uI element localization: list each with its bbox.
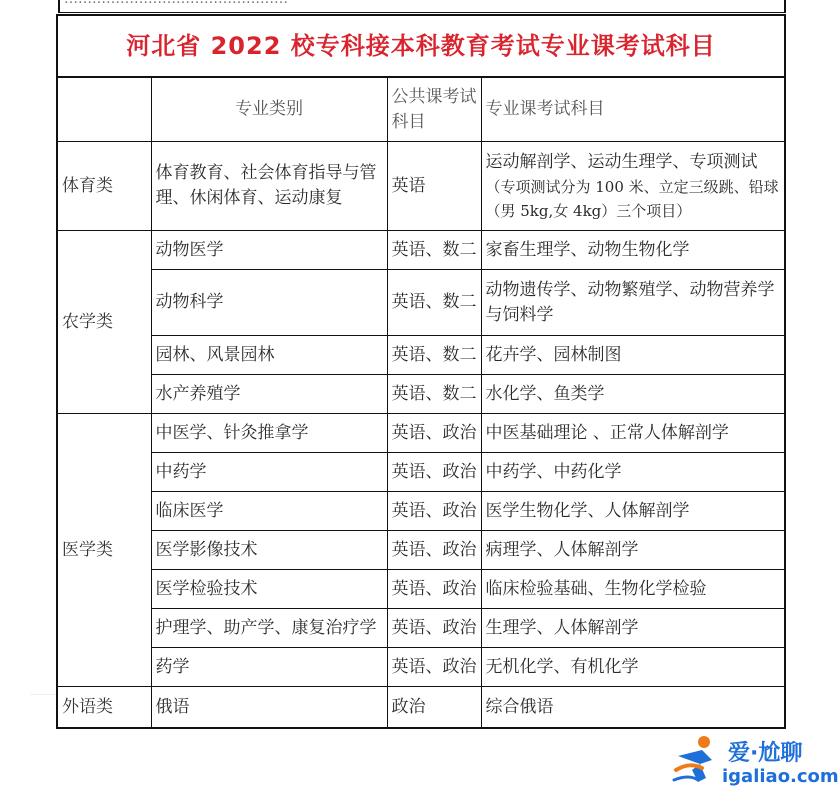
- public-subject-cell: 英语、政治: [387, 453, 481, 492]
- table-row: [57, 687, 785, 729]
- major-cell: 俄语: [151, 687, 387, 729]
- table-title: 河北省 2022 校专科接本科教育考试专业课考试科目: [57, 15, 785, 77]
- subjects-cell: 病理学、人体解剖学: [481, 531, 785, 570]
- subjects-cell: 临床检验基础、生物化学检验: [481, 570, 785, 609]
- major-cell: 动物科学: [151, 270, 387, 336]
- public-subject-cell: 英语、数二: [387, 270, 481, 336]
- table-row: [57, 231, 785, 270]
- subjects-cell: 花卉学、园林制图: [481, 336, 785, 375]
- major-cell: 动物医学: [151, 231, 387, 270]
- subjects-cell: 动物遗传学、动物繁殖学、动物营养学与饲料学: [481, 270, 785, 336]
- table-row: [57, 142, 785, 231]
- table-row: [57, 492, 785, 531]
- subjects-cell: 中药学、中药化学: [481, 453, 785, 492]
- top-clipped-row: [58, 0, 786, 13]
- public-subject-cell: 英语、数二: [387, 231, 481, 270]
- watermark-url: igaliao.com: [722, 766, 839, 787]
- subjects-cell: 家畜生理学、动物生物化学: [481, 231, 785, 270]
- major-cell: 中医学、针灸推拿学: [151, 414, 387, 453]
- title-row: [57, 15, 785, 77]
- major-cell: 中药学: [151, 453, 387, 492]
- table-row: [57, 414, 785, 453]
- table-row: [57, 336, 785, 375]
- subjects-cell: 无机化学、有机化学: [481, 648, 785, 687]
- subjects-note: （专项测试分为 100 米、立定三级跳、铅球（男 5kg,女 4kg）三个项目）: [485, 177, 779, 220]
- header-major: 专业类别: [151, 77, 387, 142]
- major-cell: 护理学、助产学、康复治疗学: [151, 609, 387, 648]
- category-agri: 农学类: [57, 231, 151, 414]
- category-medical: 医学类: [57, 414, 151, 687]
- table-row: [57, 453, 785, 492]
- public-subject-cell: 英语、政治: [387, 570, 481, 609]
- major-cell: 临床医学: [151, 492, 387, 531]
- public-subject-cell: 英语、数二: [387, 336, 481, 375]
- scan-artifact-line: [30, 694, 56, 695]
- major-cell: 医学影像技术: [151, 531, 387, 570]
- table-row: [57, 609, 785, 648]
- major-cell: 水产养殖学: [151, 375, 387, 414]
- public-subject-cell: 英语、数二: [387, 375, 481, 414]
- table-row: [57, 270, 785, 336]
- header-subjects: 专业课考试科目: [481, 77, 785, 142]
- subjects-cell: 中医基础理论 、正常人体解剖学: [481, 414, 785, 453]
- table-row: [57, 531, 785, 570]
- category-sport: 体育类: [57, 142, 151, 231]
- public-subject-cell: 英语、政治: [387, 609, 481, 648]
- top-clipped-text: [64, 0, 288, 7]
- table-row: [57, 648, 785, 687]
- public-subject-cell: 英语、政治: [387, 414, 481, 453]
- major-cell: 药学: [151, 648, 387, 687]
- exam-subjects-table: [56, 14, 786, 729]
- header-row: [57, 77, 785, 142]
- site-watermark: [672, 734, 839, 792]
- public-subject-cell: 英语: [387, 142, 481, 231]
- category-foreign: 外语类: [57, 687, 151, 729]
- public-subject-cell: 政治: [387, 687, 481, 729]
- major-cell: 体育教育、社会体育指导与管理、休闲体育、运动康复: [151, 142, 387, 231]
- subjects-cell: 医学生物化学、人体解剖学: [481, 492, 785, 531]
- subjects-cell: [481, 142, 785, 231]
- public-subject-cell: 英语、政治: [387, 492, 481, 531]
- subjects-cell: 综合俄语: [481, 687, 785, 729]
- major-cell: 园林、风景园林: [151, 336, 387, 375]
- subjects-line: 运动解剖学、运动生理学、专项测试: [485, 151, 758, 172]
- watermark-brand: 爱·尬聊: [728, 741, 803, 766]
- major-cell: 医学检验技术: [151, 570, 387, 609]
- table-row: [57, 375, 785, 414]
- runner-logo-icon: [672, 734, 720, 786]
- header-empty-cell: [57, 77, 151, 142]
- subjects-cell: 水化学、鱼类学: [481, 375, 785, 414]
- public-subject-cell: 英语、政治: [387, 648, 481, 687]
- table-row: [57, 570, 785, 609]
- header-public: 公共课考试科目: [387, 77, 481, 142]
- subjects-cell: 生理学、人体解剖学: [481, 609, 785, 648]
- public-subject-cell: 英语、政治: [387, 531, 481, 570]
